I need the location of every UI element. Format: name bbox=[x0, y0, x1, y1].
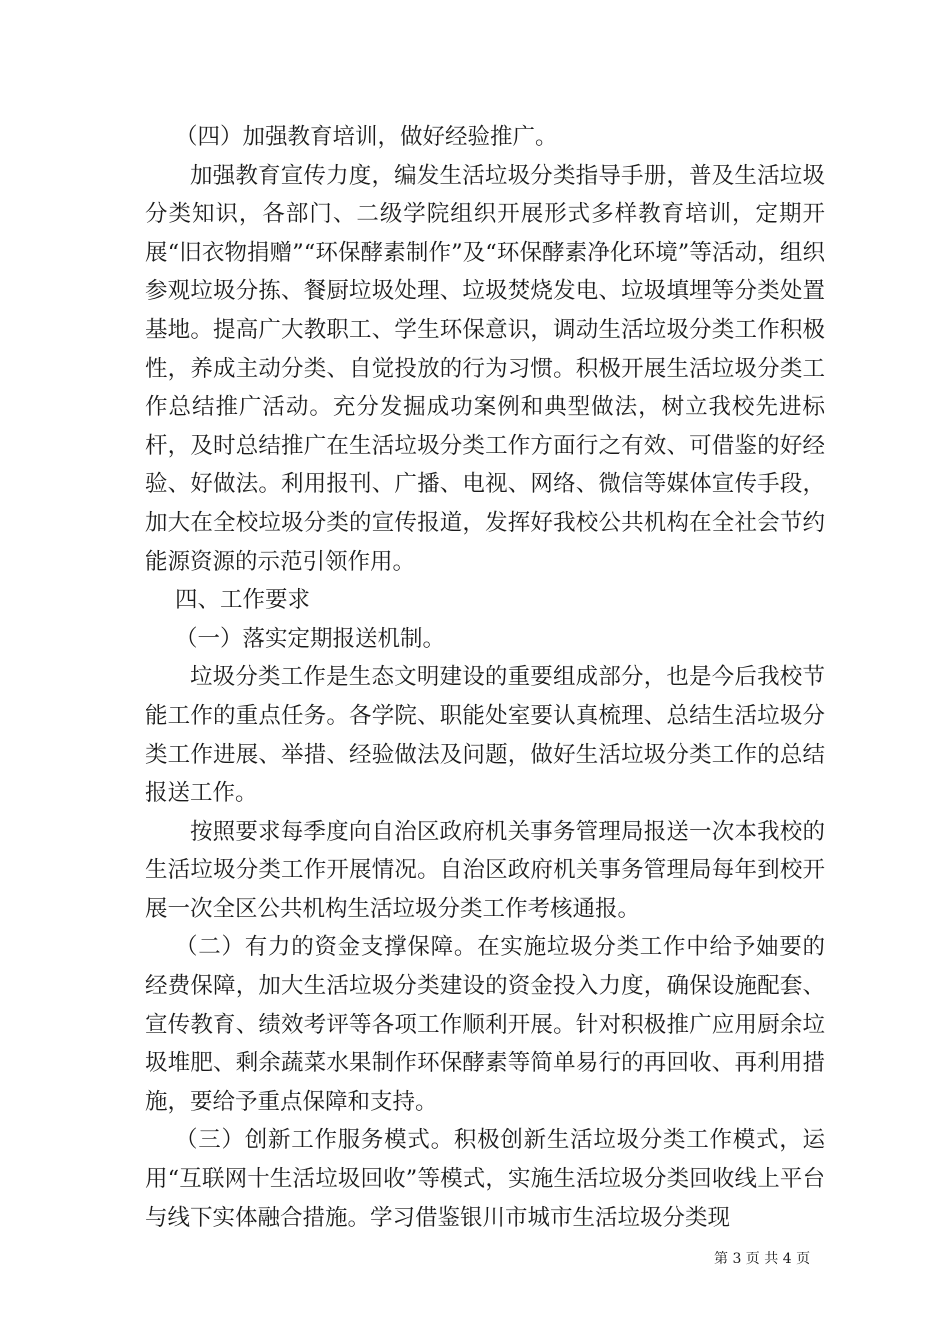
page-number: 第 3 页 共 4 页 bbox=[714, 1251, 811, 1267]
paragraph-service-mode: （三）创新工作服务模式。积极创新生活垃圾分类工作模式，运用“互联网十生活垃圾回收”等模式，实施生活垃圾分类回收线上平台与线下实体融合措施。学习借鉴银川市城市生活垃圾分类现 bbox=[145, 1127, 825, 1231]
section-heading-requirements: 四、工作要求 bbox=[175, 587, 311, 614]
subsection-heading-reporting: （一）落实定期报送机制。 bbox=[175, 625, 446, 652]
paragraph-education: 加强教育宣传力度，编发生活垃圾分类指导手册，普及生活垃圾分类知识，各部门、二级学院组织开展形式多样教育培训，定期开展“旧衣物捐赠”“环保酵素制作”及“环保酵素净化环境”等活动，组织参观垃圾分拣、餐厨垃圾处理、垃圾焚烧发电、垃圾填埋等分类处置基地。提高广大教职工、学生环保意识，调动生活垃圾分类工作积极性，养成主动分类、自觉投放的行为习惯。积极开展生活垃圾分类工作总结推广活动。充分发掘成功案例和典型做法，树立我校先进标杆，及时总结推广在生活垃圾分类工作方面行之有效、可借鉴的好经验、好做法。利用报刊、广播、电视、网络、微信等媒体宣传手段，加大在全校垃圾分类的宣传报道，发挥好我校公共机构在全社会节约能源资源的示范引领作用。 bbox=[145, 162, 825, 575]
document-body bbox=[145, 118, 825, 1237]
paragraph-quarterly: 按照要求每季度向自治区政府机关事务管理局报送一次本我校的生活垃圾分类工作开展情况。自治区政府机关事务管理局每年到校开展一次全区公共机构生活垃圾分类工作考核通报。 bbox=[145, 818, 825, 922]
paragraph-funding: （二）有力的资金支撑保障。在实施垃圾分类工作中给予妯要的经费保障，加大生活垃圾分类建设的资金投入力度，确保设施配套、宣传教育、绩效考评等各项工作顺利开展。针对积极推广应用厨余垃圾堆肥、剩余蔬菜水果制作环保酵素等简单易行的再回收、再利用措施，要给予重点保障和支持。 bbox=[145, 934, 825, 1115]
section-heading-education: （四）加强教育培训，做好经验推广。 bbox=[175, 124, 558, 150]
paragraph-reporting: 垃圾分类工作是生态文明建设的重要组成部分，也是今后我校节能工作的重点任务。各学院、职能处室要认真梳理、总结生活垃圾分类工作进展、举措、经验做法及问题，做好生活垃圾分类工作的总结报送工作。 bbox=[145, 664, 825, 807]
